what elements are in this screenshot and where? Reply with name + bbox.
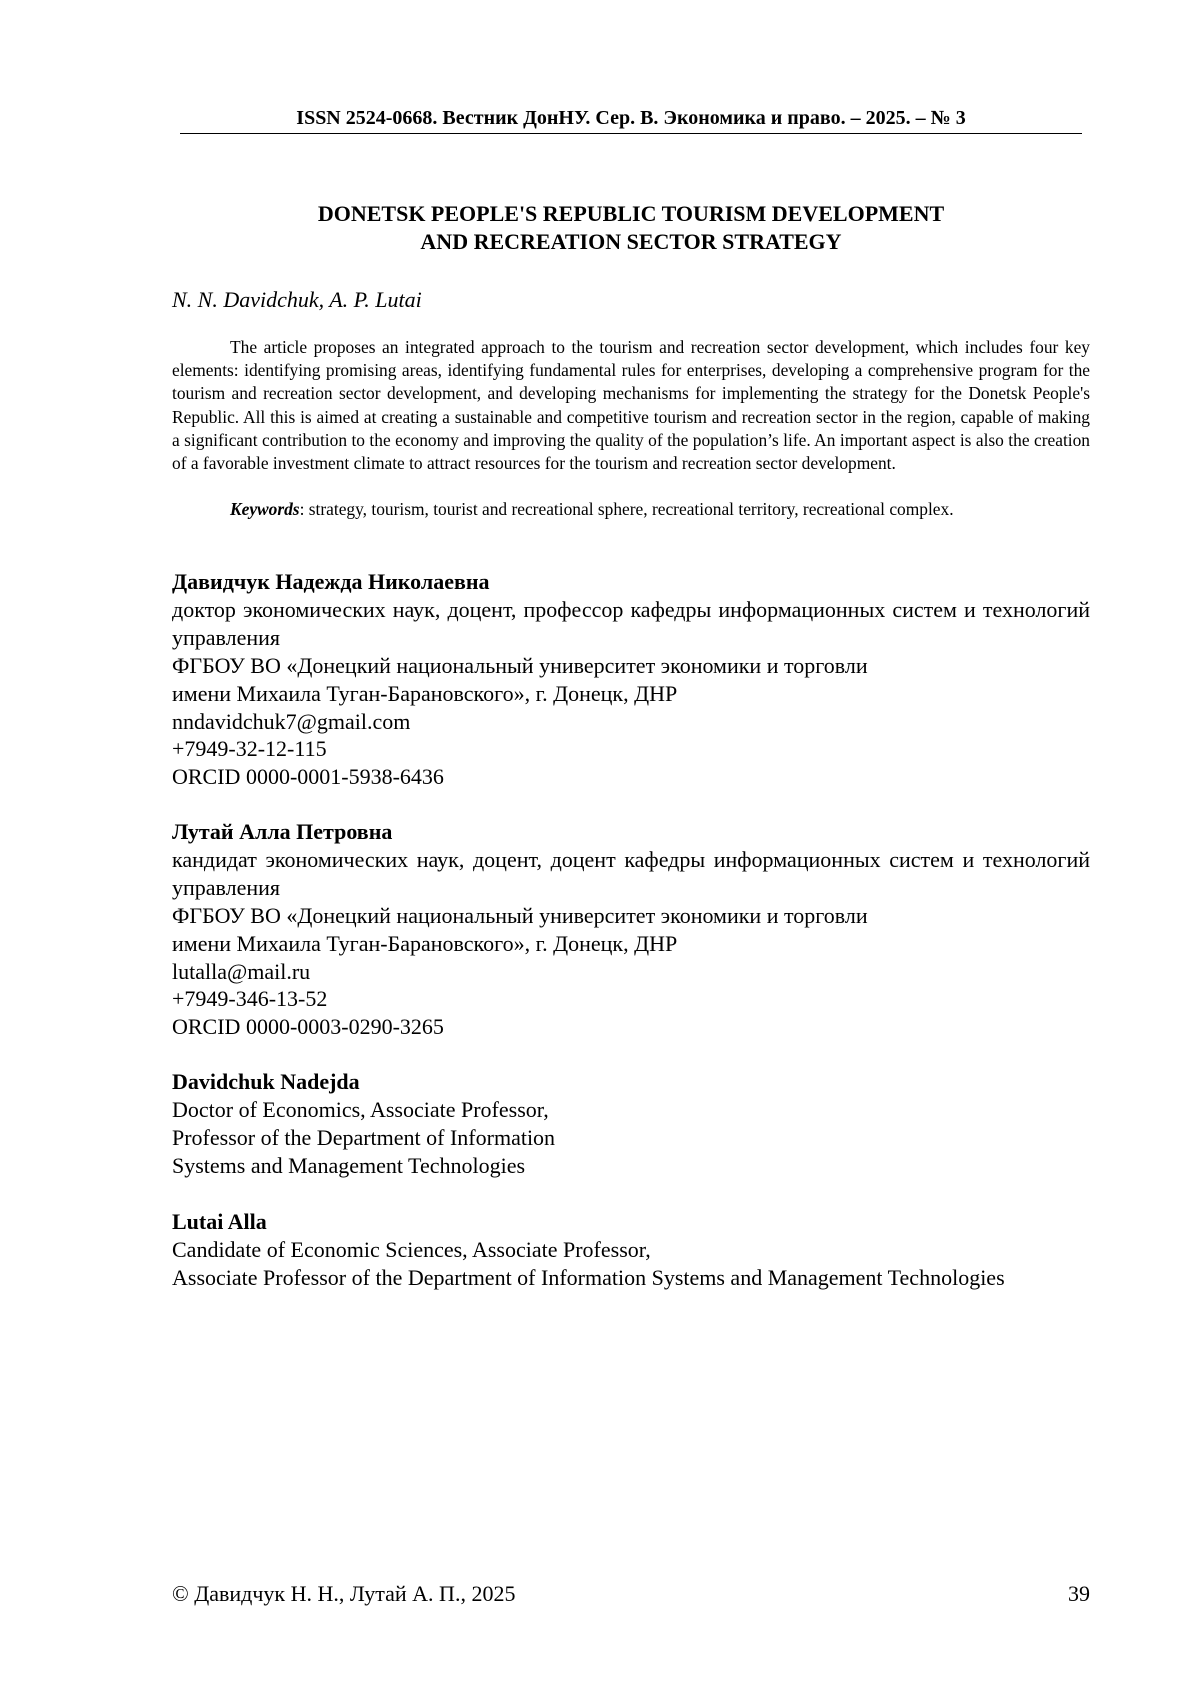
author-position-line-1: Professor of the Department of Information [172, 1124, 556, 1150]
author-name: Lutai Alla [172, 1209, 267, 1234]
author-info-en-davidchuk [172, 1068, 1090, 1180]
author-affiliation-line-2: имени Михаила Туган-Барановского», г. Донецк, ДНР [172, 930, 678, 956]
author-name: Davidchuk Nadejda [172, 1069, 360, 1094]
author-position: Associate Professor of the Department of Information Systems and Management Technologies [172, 1264, 1005, 1290]
author-email: nndavidchuk7@gmail.com [172, 708, 411, 734]
author-phone: +7949-346-13-52 [172, 986, 328, 1012]
author-degree: Doctor of Economics, Associate Professor, [172, 1096, 549, 1122]
article-authors: N. N. Davidchuk, A. P. Lutai [172, 287, 422, 312]
copyright: © Давидчук Н. Н., Лутай А. П., 2025 [172, 1581, 516, 1606]
article-title-line-1: DONETSK PEOPLE'S REPUBLIC TOURISM DEVELOPMENT [317, 201, 945, 226]
running-head: ISSN 2524-0668. Вестник ДонНУ. Сер. В. Экономика и право. – 2025. – № 3 [296, 107, 966, 129]
author-email: lutalla@mail.ru [172, 958, 311, 984]
page-number: 39 [1068, 1581, 1090, 1606]
author-position-line-2: Systems and Management Technologies [172, 1152, 526, 1178]
author-info-en-lutai [172, 1208, 1090, 1292]
article-title [172, 200, 1090, 256]
header-rule [180, 133, 1082, 134]
author-orcid: ORCID 0000-0001-5938-6436 [172, 764, 444, 790]
keywords [172, 498, 1090, 521]
author-orcid: ORCID 0000-0003-0290-3265 [172, 1014, 444, 1040]
author-name: Давидчук Надежда Николаевна [172, 569, 490, 594]
author-affiliation-line-1: ФГБОУ ВО «Донецкий национальный университет экономики и торговли [172, 652, 868, 678]
author-name: Лутай Алла Петровна [172, 819, 393, 844]
abstract: The article proposes an integrated approach to the tourism and recreation sector development, which includes four key elements: identifying promising areas, identifying fundamental rules for enterprises, developing a comprehensive program for the tourism and recreation sector development, and developing mechanisms for implementing the strategy for the Donetsk People's Republic. All this is aimed at creating a sustainable and competitive tourism and recreation sector in the region, capable of making a significant contribution to the economy and improving the quality of the population’s life. An important aspect is also the creation of a favorable investment climate to attract resources for the tourism and recreation sector development. [172, 337, 1090, 474]
author-degree: Candidate of Economic Sciences, Associate Professor, [172, 1236, 651, 1262]
author-position: доктор экономических наук, доцент, профессор кафедры информационных систем и технологий управления [172, 596, 1090, 650]
author-affiliation-line-1: ФГБОУ ВО «Донецкий национальный университет экономики и торговли [172, 902, 868, 928]
author-position: кандидат экономических наук, доцент, доцент кафедры информационных систем и технологий управления [172, 846, 1090, 900]
keywords-label: Keywords [230, 499, 300, 519]
article-title-line-2: AND RECREATION SECTOR STRATEGY [420, 229, 842, 254]
author-info-ru-davidchuk [172, 568, 1090, 791]
keywords-text: : strategy, tourism, tourist and recreational sphere, recreational territory, recreational complex. [299, 499, 954, 519]
author-phone: +7949-32-12-115 [172, 736, 327, 762]
author-affiliation-line-2: имени Михаила Туган-Барановского», г. Донецк, ДНР [172, 680, 678, 706]
author-info-ru-lutai [172, 818, 1090, 1041]
